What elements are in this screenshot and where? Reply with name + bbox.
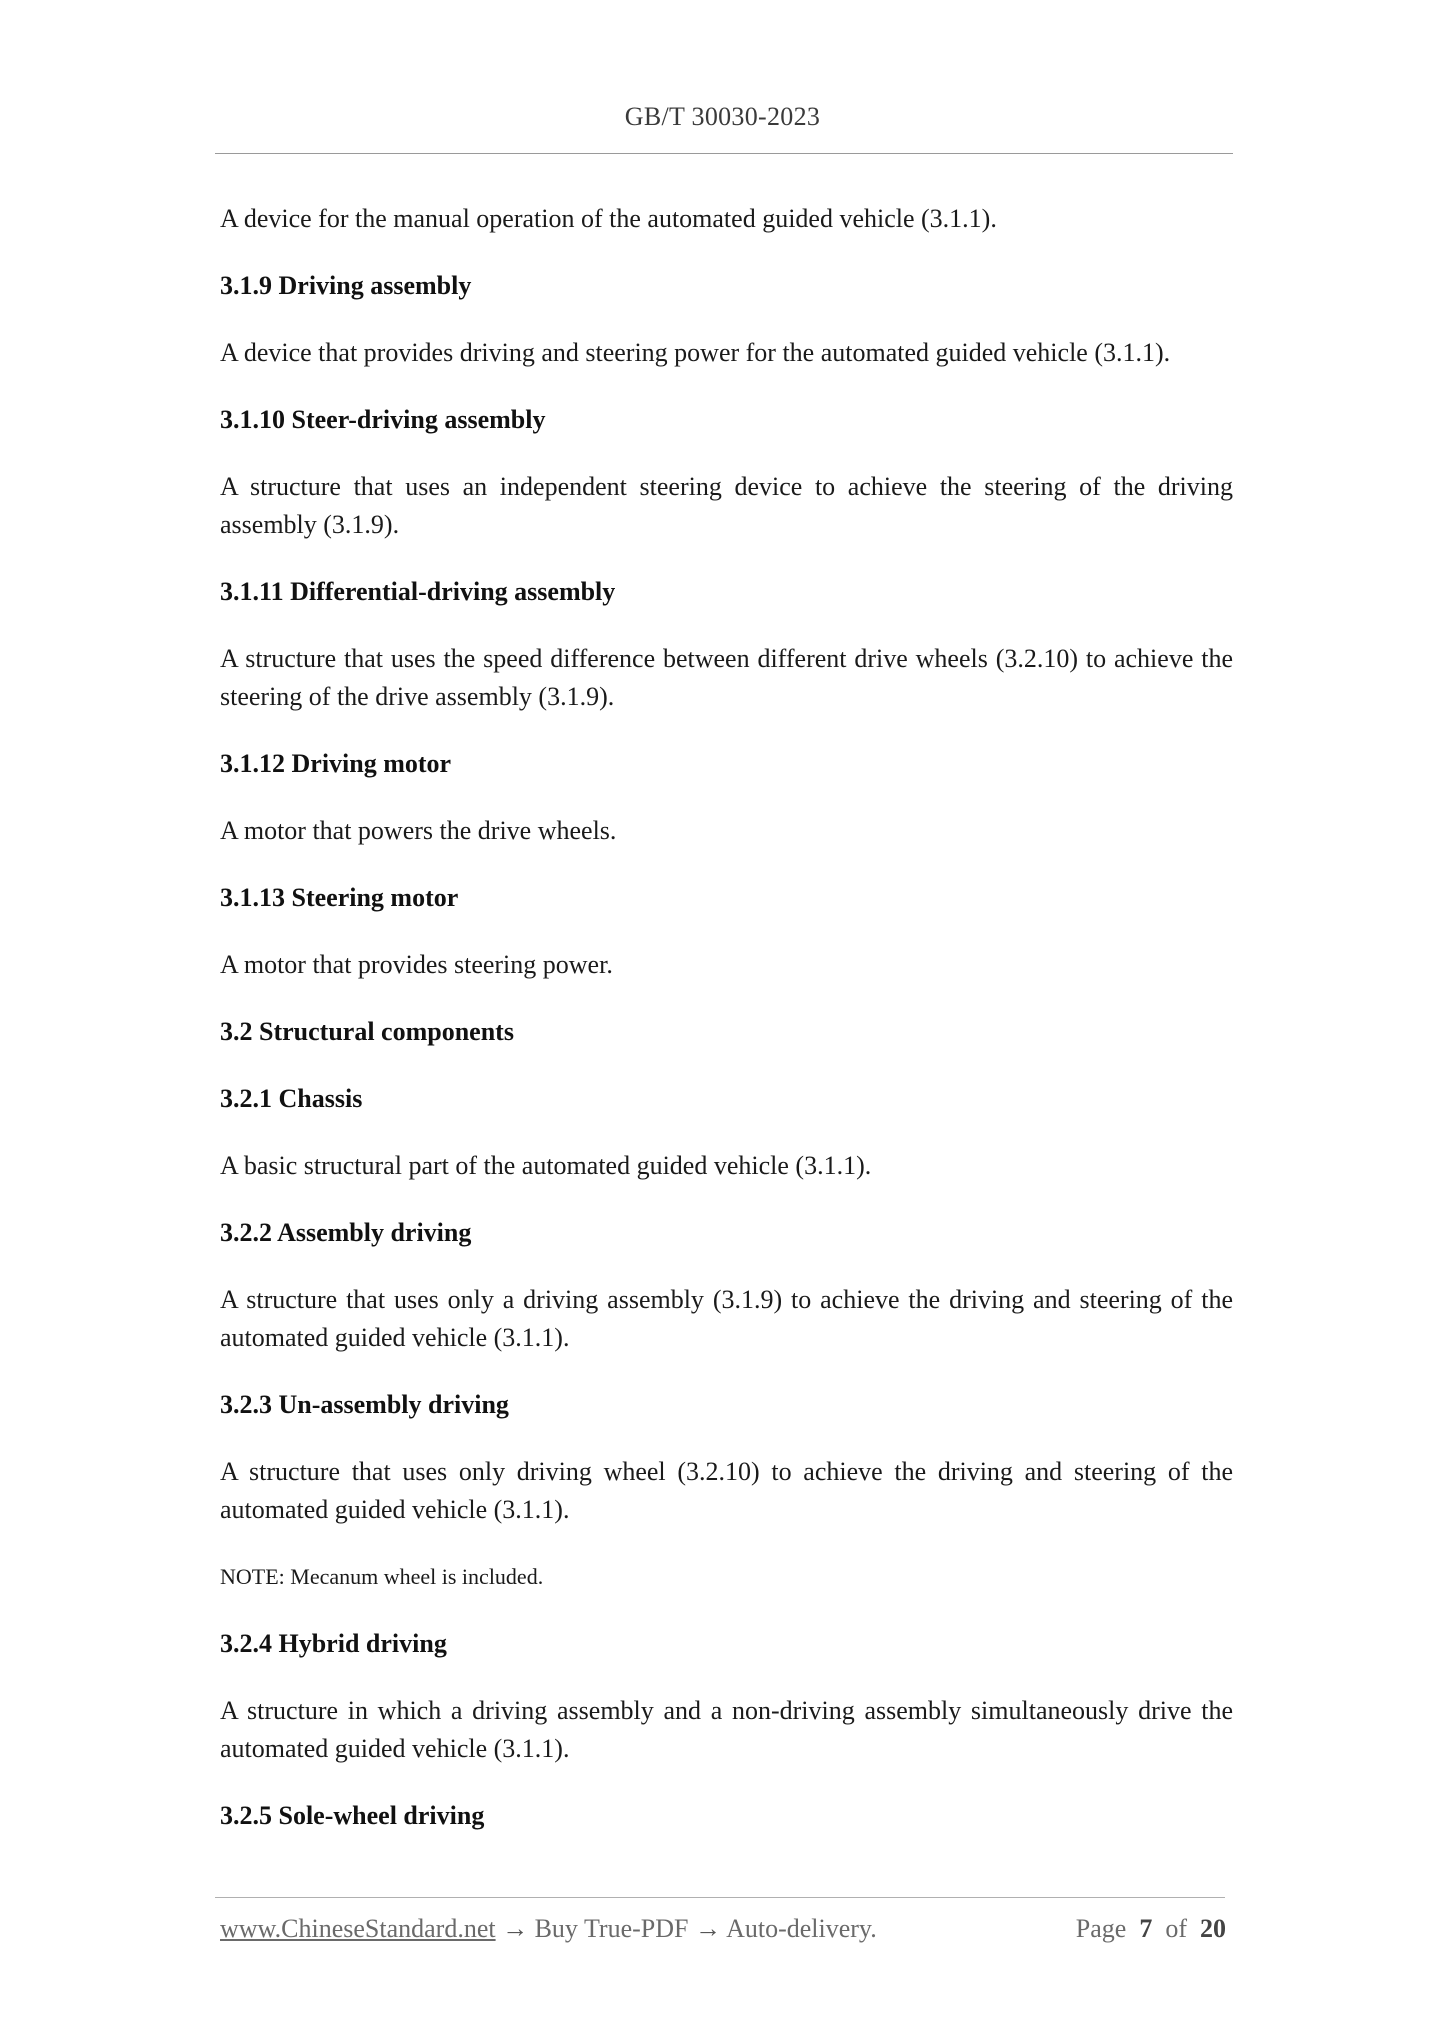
paragraph: A structure that uses only driving wheel (3.2.10) to achieve the driving and steering of the automated guided vehicle (3.1.1). <box>220 1457 1233 1524</box>
auto-delivery-text: Auto-delivery. <box>726 1914 877 1943</box>
page-header-title: GB/T 30030-2023 <box>624 102 821 131</box>
website-link[interactable]: www.ChineseStandard.net <box>220 1914 496 1943</box>
section-heading: 3.2.5 Sole-wheel driving <box>220 1801 485 1830</box>
page-footer <box>220 1914 1226 1944</box>
section-heading: 3.1.12 Driving motor <box>220 749 452 778</box>
section-heading: 3.1.13 Steering motor <box>220 883 459 912</box>
note-text: NOTE: Mecanum wheel is included. <box>220 1564 544 1589</box>
page-number: 7 <box>1139 1914 1153 1943</box>
paragraph: A device that provides driving and steering power for the automated guided vehicle (3.1.1). <box>220 338 1171 367</box>
footer-left <box>220 1914 877 1944</box>
of-label: of <box>1165 1914 1187 1943</box>
paragraph: A structure that uses only a driving assembly (3.1.9) to achieve the driving and steering of the automated guided vehicle (3.1.1). <box>220 1285 1233 1352</box>
section-heading: 3.2.3 Un-assembly driving <box>220 1390 509 1419</box>
section-heading: 3.2.4 Hybrid driving <box>220 1629 447 1658</box>
page-counter <box>1076 1914 1226 1944</box>
document-body <box>220 200 1233 1835</box>
section-heading: 3.2.1 Chassis <box>220 1084 363 1113</box>
paragraph: A structure that uses an independent steering device to achieve the steering of the driving assembly (3.1.9). <box>220 472 1233 539</box>
section-heading: 3.2 Structural components <box>220 1017 514 1046</box>
footer-divider <box>215 1897 1225 1898</box>
paragraph: A motor that powers the drive wheels. <box>220 816 617 845</box>
paragraph: A basic structural part of the automated guided vehicle (3.1.1). <box>220 1151 872 1180</box>
paragraph: A device for the manual operation of the automated guided vehicle (3.1.1). <box>220 204 997 233</box>
paragraph: A motor that provides steering power. <box>220 950 613 979</box>
paragraph: A structure that uses the speed difference between different drive wheels (3.2.10) to achieve the steering of the drive assembly (3.1.9). <box>220 644 1233 711</box>
arrow-right-icon: → <box>695 1914 721 1943</box>
section-heading: 3.2.2 Assembly driving <box>220 1218 472 1247</box>
page-label: Page <box>1075 1914 1127 1943</box>
section-heading: 3.1.10 Steer-driving assembly <box>220 405 546 434</box>
section-heading: 3.1.11 Differential-driving assembly <box>220 577 616 606</box>
paragraph: A structure in which a driving assembly and a non-driving assembly simultaneously drive the automated guided vehicle (3.1.1). <box>220 1696 1233 1763</box>
section-heading: 3.1.9 Driving assembly <box>220 271 472 300</box>
arrow-right-icon: → <box>502 1914 529 1943</box>
total-pages: 20 <box>1200 1914 1226 1943</box>
header-divider <box>215 153 1233 154</box>
buy-true-pdf-text: Buy True-PDF <box>534 1914 689 1943</box>
